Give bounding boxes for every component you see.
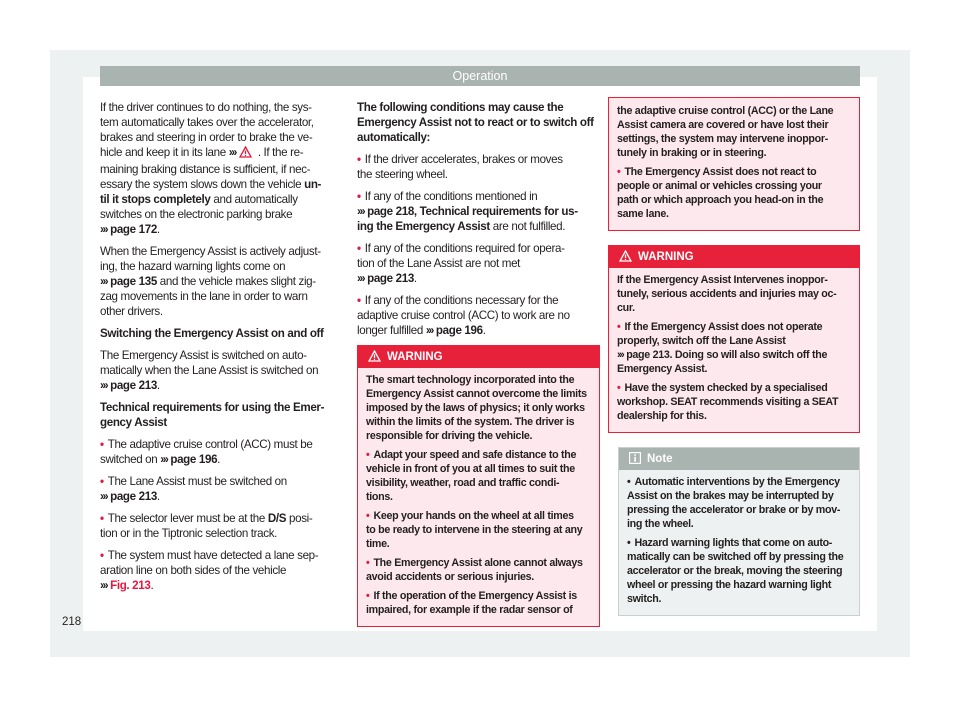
text: The following conditions may cause the Emergency Assist not to react or to switch off automatically: [357, 101, 594, 144]
text: Have the system checked by a specialised workshop. SEAT recommends visiting a SEAT dealership for this. [617, 382, 839, 422]
text: Automatic interventions by the Emergency Assist on the brakes may be interrupted by pressing the accelerator or brake or by mov- ing the wheel. [627, 476, 841, 530]
page-link[interactable]: page 213 [367, 272, 414, 285]
text: If the driver continues to do nothing, the sys- tem automatically takes over the accelerator, brakes and steering in order to brake the ve- hicle and keep it in its lane [100, 101, 314, 159]
info-icon [629, 450, 641, 472]
text: The smart technology incorporated into the Emergency Assist cannot overcome the limits imposed by the laws of physics; it only works within the limits of the system. The driver is responsible for driving the vehicle. [366, 374, 587, 442]
page-number: 218 [62, 616, 82, 628]
text: . If the re- maining braking distance is sufficient, if nec- essary the system slows down the vehicle [100, 146, 311, 191]
column-left [100, 100, 342, 600]
page-link[interactable]: page 213 [110, 379, 157, 392]
text: the adaptive cruise control (ACC) or the Lane Assist camera are covered or have lost their settings, the system may intervene inoppor- tunely in braking or in steering. [617, 105, 834, 159]
bullet-icon: • [357, 153, 361, 166]
warning-header [358, 346, 599, 368]
bullet-icon: • [366, 590, 370, 602]
text: The system must have detected a lane sep- aration line on both sides of the vehicle [100, 549, 319, 577]
warning-box [357, 345, 600, 627]
text: Technical requirements for using the Emer- gency Assist [100, 401, 325, 429]
text: . Doing so will also switch off the Emergency Assist. [617, 349, 828, 375]
paragraph [366, 373, 591, 443]
text: If any of the conditions mentioned in [364, 190, 538, 203]
figure-link[interactable]: Fig. 213 [110, 579, 151, 592]
note-header [619, 448, 859, 470]
note-title: Note [647, 453, 673, 465]
warning-title: WARNING [387, 351, 443, 363]
text: are not fulfilled. [489, 220, 566, 233]
cross-reference-arrows-icon: ››› [100, 379, 108, 392]
bullet-item [100, 548, 342, 593]
text: Hazard warning lights that come on auto- matically can be switched off by pressing the accelerator or the break, moving the steering wheel or pressing the hazard warning light switch. [627, 537, 844, 605]
cross-reference-arrows-icon: ››› [100, 490, 108, 503]
bullet-icon: • [357, 190, 361, 203]
text: and automatically switches on the electronic parking brake [100, 193, 298, 221]
box-body [358, 368, 599, 626]
text: . [217, 453, 221, 466]
text: If any of the conditions necessary for the adaptive cruise control (ACC) to work are no longer fulfilled [357, 294, 570, 337]
text: The adaptive cruise control (ACC) must be switched on [100, 438, 313, 466]
warning-box [608, 245, 860, 433]
bullet-item [617, 165, 851, 221]
bullet-icon: • [366, 449, 370, 461]
bullet-item [357, 189, 600, 234]
bullet-item [357, 152, 600, 182]
box-body [619, 470, 859, 615]
text: . [156, 490, 160, 503]
text: Adapt your speed and safe distance to the vehicle in front of you at all times to suit the visibility, weather, road and traffic condi- tions. [366, 449, 577, 503]
cross-reference-arrows-icon: ››› [357, 272, 365, 285]
cross-reference-arrows-icon: ››› [425, 324, 433, 337]
bullet-item [357, 241, 600, 286]
bullet-icon: • [100, 438, 104, 451]
page-link[interactable]: page 218, Technical requirements for us- ing the Emergency Assist [357, 205, 578, 233]
section-heading [100, 326, 342, 341]
warning-header [609, 246, 859, 268]
bold-text: D/S [267, 512, 287, 525]
text: If the Emergency Assist does not operate properly, switch off the Lane Assist [617, 321, 823, 347]
text: . [413, 272, 417, 285]
bullet-item [100, 437, 342, 467]
bullet-icon: • [627, 537, 631, 549]
text: . [150, 579, 154, 592]
paragraph [617, 273, 851, 315]
bullet-item [366, 589, 591, 617]
cross-reference-arrows-icon: ››› [228, 146, 236, 159]
warning-triangle-icon [619, 248, 632, 270]
cross-reference-arrows-icon: ››› [617, 349, 624, 361]
bullet-item [627, 536, 851, 606]
bullet-icon: • [366, 557, 370, 569]
warning-triangle-icon [368, 348, 381, 370]
text: If the operation of the Emergency Assist is impaired, for example if the radar sensor of [366, 590, 577, 616]
warning-title: WARNING [638, 251, 694, 263]
bullet-icon: • [100, 512, 104, 525]
bullet-icon: • [617, 166, 621, 178]
text: . [156, 223, 160, 236]
bullet-icon: • [627, 476, 631, 488]
bullet-icon: • [357, 242, 361, 255]
cross-reference-arrows-icon: ››› [100, 275, 108, 288]
text: The selector lever must be at the [107, 512, 268, 525]
page-link[interactable]: page 135 [110, 275, 157, 288]
page-link[interactable]: page 196 [170, 453, 218, 466]
text: If the driver accelerates, brakes or moves the steering wheel. [357, 153, 563, 181]
text: If the Emergency Assist Intervenes inoppor- tunely, serious accidents and injuries may oc- cur. [617, 274, 837, 314]
text: The Emergency Assist does not react to people or animal or vehicles crossing your path or which approach you head-on in the same lane. [617, 166, 824, 220]
bullet-icon: • [100, 549, 104, 562]
text: Switching the Emergency Assist on and off [100, 327, 324, 340]
section-heading [100, 400, 342, 430]
box-body [609, 98, 859, 230]
bold-text: un- til it stops completely [100, 178, 322, 206]
paragraph [100, 348, 342, 393]
text: Keep your hands on the wheel at all times to be ready to intervene in the steering at any time. [366, 510, 583, 550]
bullet-item [366, 448, 591, 504]
page-link[interactable]: page 172 [110, 223, 157, 236]
text: The Lane Assist must be switched on [107, 475, 287, 488]
text: and the vehicle makes slight zig- zag movements in the lane in order to warn other drivers. [100, 275, 316, 318]
paragraph [100, 244, 342, 319]
page-link[interactable]: page 196 [435, 324, 483, 337]
cross-reference-arrows-icon: ››› [357, 205, 365, 218]
column-right [608, 97, 860, 630]
text: posi- tion or in the Tiptronic selection track. [100, 512, 313, 540]
bullet-item [357, 293, 600, 338]
page-link[interactable]: page 213 [626, 349, 670, 361]
text: When the Emergency Assist is actively adjust- ing, the hazard warning lights come on [100, 245, 321, 273]
text: The Emergency Assist is switched on auto- matically when the Lane Assist is switched on [100, 349, 319, 377]
section-header: Operation [100, 66, 860, 86]
bullet-icon: • [357, 294, 361, 307]
cross-reference-arrows-icon: ››› [100, 223, 108, 236]
bullet-item [100, 511, 342, 541]
paragraph [100, 100, 342, 237]
bullet-icon: • [617, 321, 621, 333]
page-link[interactable]: page 213 [110, 490, 157, 503]
bullet-icon: • [100, 475, 104, 488]
bullet-icon: • [617, 382, 621, 394]
warning-triangle-icon [239, 146, 252, 162]
cross-reference-arrows-icon: ››› [100, 579, 108, 592]
bullet-item [366, 509, 591, 551]
note-box [618, 447, 860, 616]
section-heading [357, 100, 600, 145]
text: . [482, 324, 486, 337]
bullet-item [617, 320, 851, 376]
paragraph [617, 104, 851, 160]
text: The Emergency Assist alone cannot always avoid accidents or serious injuries. [366, 557, 583, 583]
bullet-item [366, 556, 591, 584]
bullet-icon: • [366, 510, 370, 522]
bullet-item [617, 381, 851, 423]
text: . [156, 379, 160, 392]
warning-box-continued [608, 97, 860, 231]
box-body [609, 268, 859, 432]
cross-reference-arrows-icon: ››› [160, 453, 168, 466]
bullet-item [100, 474, 342, 504]
bullet-item [627, 475, 851, 531]
text: If any of the conditions required for opera- tion of the Lane Assist are not met [357, 242, 565, 270]
column-middle [357, 100, 600, 641]
